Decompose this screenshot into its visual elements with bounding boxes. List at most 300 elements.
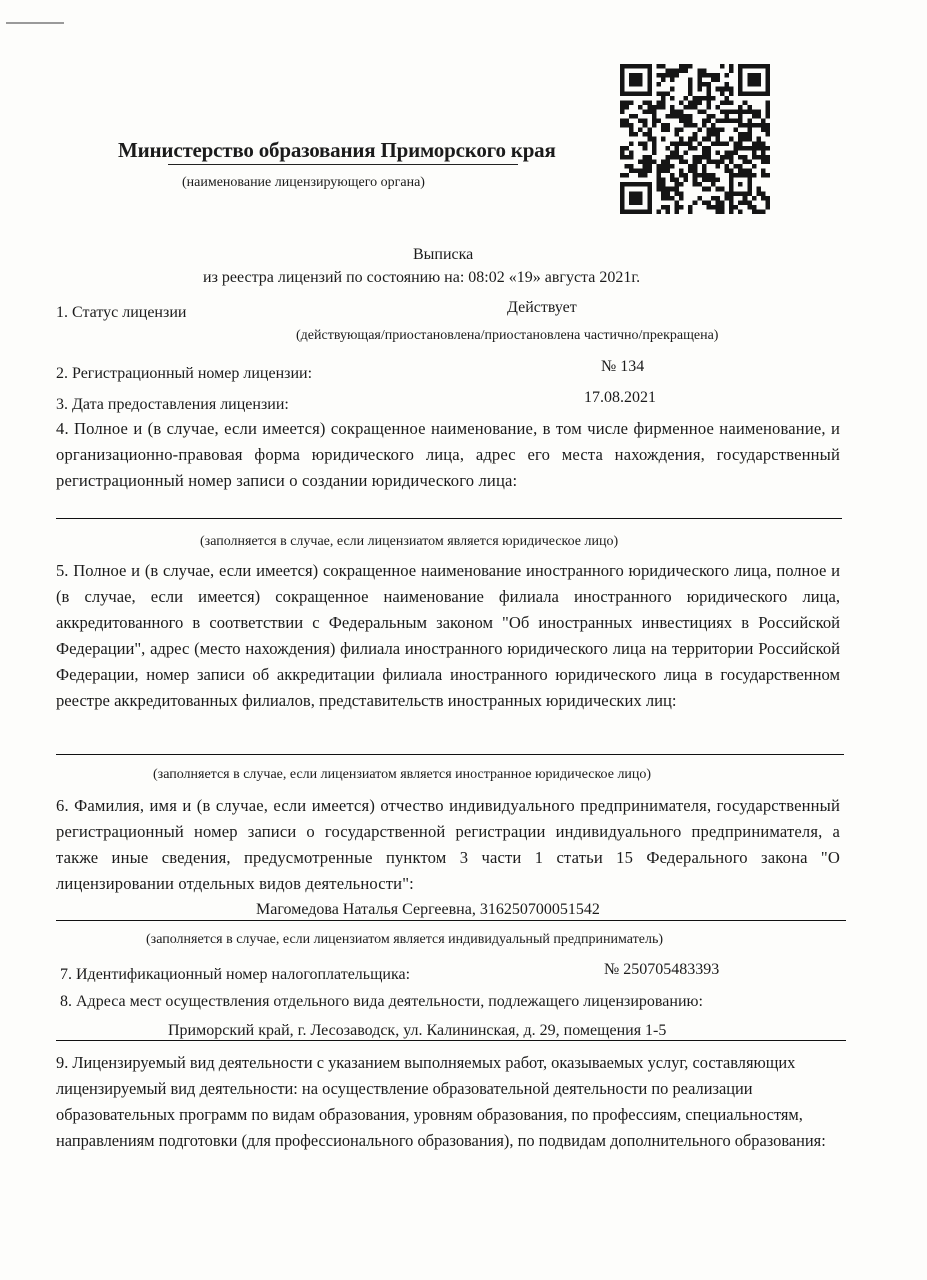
qr-module (765, 64, 770, 69)
qr-module (670, 69, 675, 74)
qr-module (693, 164, 698, 169)
qr-module (675, 128, 680, 133)
qr-module (679, 191, 684, 196)
qr-module (752, 114, 757, 119)
ministry-caption: (наименование лицензирующего органа) (182, 175, 425, 190)
qr-module (734, 109, 739, 114)
qr-module (638, 105, 643, 110)
qr-module (756, 137, 761, 142)
qr-module (652, 146, 657, 151)
qr-module (702, 137, 707, 142)
qr-module (720, 209, 725, 214)
qr-module (688, 164, 693, 169)
inn-label: 7. Идентификационный номер налогоплательщика: (60, 966, 411, 983)
qr-module (620, 105, 625, 110)
ministry-name: Министерство образования Приморского края (118, 138, 556, 162)
qr-module (665, 69, 670, 74)
qr-module (679, 114, 684, 119)
qr-module (647, 132, 652, 137)
qr-module (661, 191, 666, 196)
qr-module (634, 132, 639, 137)
qr-module (752, 109, 757, 114)
qr-module (620, 173, 625, 178)
qr-module (656, 187, 661, 192)
qr-module (638, 128, 643, 133)
qr-module (620, 209, 625, 214)
qr-module (738, 82, 743, 87)
qr-module (747, 119, 752, 124)
qr-module (765, 73, 770, 78)
qr-module (752, 146, 757, 151)
qr-module (634, 191, 639, 196)
qr-module (634, 73, 639, 78)
qr-module (652, 141, 657, 146)
qr-module (647, 187, 652, 192)
qr-module (647, 137, 652, 142)
qr-module (684, 64, 689, 69)
qr-module (738, 64, 743, 69)
qr-module (688, 91, 693, 96)
qr-module (765, 82, 770, 87)
qr-module (670, 105, 675, 110)
qr-module (725, 114, 730, 119)
qr-module (679, 173, 684, 178)
qr-module (684, 123, 689, 128)
qr-module (702, 123, 707, 128)
qr-module (720, 100, 725, 105)
qr-module (643, 132, 648, 137)
qr-module (620, 69, 625, 74)
qr-module (656, 91, 661, 96)
qr-module (725, 82, 730, 87)
qr-module (747, 173, 752, 178)
qr-module (629, 200, 634, 205)
qr-module (693, 169, 698, 174)
qr-module (720, 187, 725, 192)
qr-module (734, 205, 739, 210)
qr-module (729, 100, 734, 105)
reg-number-label: 2. Регистрационный номер лицензии: (56, 365, 313, 382)
qr-module (638, 191, 643, 196)
qr-module (629, 191, 634, 196)
qr-module (643, 209, 648, 214)
qr-module (638, 64, 643, 69)
qr-module (661, 182, 666, 187)
qr-module (706, 82, 711, 87)
qr-module (747, 82, 752, 87)
qr-module (734, 173, 739, 178)
qr-module (743, 159, 748, 164)
qr-module (706, 114, 711, 119)
qr-module (665, 91, 670, 96)
qr-module (697, 109, 702, 114)
qr-module (647, 109, 652, 114)
qr-module (656, 178, 661, 183)
qr-module (634, 78, 639, 83)
qr-module (620, 78, 625, 83)
qr-module (729, 173, 734, 178)
qr-module (625, 64, 630, 69)
qr-module (711, 205, 716, 210)
qr-module (738, 73, 743, 78)
qr-module (670, 155, 675, 160)
qr-module (715, 87, 720, 92)
section-6-caption: (заполняется в случае, если лицензиатом является индивидуальный предприниматель) (146, 932, 663, 947)
qr-module (665, 123, 670, 128)
qr-module (638, 169, 643, 174)
qr-module (679, 119, 684, 124)
qr-module (643, 91, 648, 96)
qr-module (656, 182, 661, 187)
qr-module (684, 96, 689, 101)
qr-module (738, 169, 743, 174)
qr-module (652, 150, 657, 155)
qr-module (688, 87, 693, 92)
qr-module (652, 123, 657, 128)
qr-module (738, 119, 743, 124)
qr-module (629, 128, 634, 133)
section-4-text: 4. Полное и (в случае, если имеется) сокращенное наименование, в том числе фирменное наименование, и организационно-правовая форма юридического лица, адрес его места нахождения, государственный регистрационный номер записи о создании юридического лица: (56, 419, 840, 490)
qr-module (738, 91, 743, 96)
qr-module (679, 109, 684, 114)
qr-module (752, 164, 757, 169)
qr-module (629, 169, 634, 174)
qr-module (729, 191, 734, 196)
qr-module (706, 119, 711, 124)
qr-module (725, 169, 730, 174)
qr-module (661, 196, 666, 201)
section-6-text: 6. Фамилия, имя и (в случае, если имеется) отчество индивидуального предпринимателя, государственный регистрационный номер записи о государственной регистрации индивидуального предпринимателя, а также иные сведения, предусмотренные пунктом 3 части 1 статьи 15 Федерального закона "О лицензировании отдельных видов деятельности": (56, 796, 840, 893)
qr-module (706, 146, 711, 151)
qr-module (729, 169, 734, 174)
qr-module (693, 146, 698, 151)
qr-module (647, 73, 652, 78)
qr-module (738, 132, 743, 137)
qr-module (684, 150, 689, 155)
qr-module (670, 141, 675, 146)
qr-module (743, 146, 748, 151)
qr-module (738, 137, 743, 142)
qr-module (638, 119, 643, 124)
qr-module (752, 209, 757, 214)
qr-module (697, 182, 702, 187)
qr-module (729, 64, 734, 69)
qr-module (647, 100, 652, 105)
qr-module (684, 159, 689, 164)
qr-module (647, 155, 652, 160)
qr-module (693, 137, 698, 142)
qr-module (661, 123, 666, 128)
qr-module (761, 128, 766, 133)
qr-module (629, 155, 634, 160)
qr-module (702, 173, 707, 178)
qr-module (706, 73, 711, 78)
qr-module (647, 82, 652, 87)
qr-module (697, 69, 702, 74)
qr-module (747, 128, 752, 133)
qr-module (634, 209, 639, 214)
qr-module (620, 109, 625, 114)
qr-module (743, 100, 748, 105)
qr-module (652, 105, 657, 110)
qr-module (679, 196, 684, 201)
qr-module (720, 159, 725, 164)
qr-module (620, 187, 625, 192)
qr-module (734, 141, 739, 146)
qr-module (715, 132, 720, 137)
qr-module (720, 91, 725, 96)
qr-module (647, 64, 652, 69)
qr-module (665, 128, 670, 133)
qr-module (702, 82, 707, 87)
qr-module (625, 100, 630, 105)
qr-module (679, 169, 684, 174)
qr-module (643, 169, 648, 174)
qr-module (638, 173, 643, 178)
qr-module (688, 64, 693, 69)
qr-module (734, 128, 739, 133)
qr-module (620, 100, 625, 105)
qr-module (697, 78, 702, 83)
qr-module (747, 146, 752, 151)
qr-module (702, 178, 707, 183)
qr-module (729, 187, 734, 192)
qr-module (684, 69, 689, 74)
qr-module (688, 146, 693, 151)
qr-module (647, 164, 652, 169)
qr-module (715, 150, 720, 155)
qr-module (761, 123, 766, 128)
qr-module (729, 150, 734, 155)
qr-module (675, 205, 680, 210)
qr-module (620, 200, 625, 205)
qr-module (702, 187, 707, 192)
qr-module (620, 196, 625, 201)
qr-module (629, 91, 634, 96)
qr-module (738, 141, 743, 146)
qr-module (738, 155, 743, 160)
qr-module (752, 196, 757, 201)
qr-module (656, 209, 661, 214)
qr-module (620, 155, 625, 160)
qr-module (620, 119, 625, 124)
qr-module (715, 196, 720, 201)
qr-module (670, 178, 675, 183)
qr-module (706, 132, 711, 137)
qr-module (629, 196, 634, 201)
qr-module (756, 82, 761, 87)
qr-module (720, 128, 725, 133)
qr-module (747, 64, 752, 69)
qr-module (738, 109, 743, 114)
qr-module (720, 109, 725, 114)
qr-module (761, 155, 766, 160)
qr-module (729, 178, 734, 183)
status-label: 1. Статус лицензии (56, 304, 187, 321)
qr-module (620, 82, 625, 87)
qr-module (725, 191, 730, 196)
qr-module (684, 105, 689, 110)
qr-module (729, 200, 734, 205)
qr-module (652, 109, 657, 114)
qr-module (693, 200, 698, 205)
qr-module (729, 69, 734, 74)
qr-module (738, 78, 743, 83)
qr-module (670, 78, 675, 83)
qr-module (715, 137, 720, 142)
qr-module (747, 182, 752, 187)
qr-module (693, 173, 698, 178)
qr-module (697, 73, 702, 78)
qr-module (743, 155, 748, 160)
qr-module (715, 78, 720, 83)
section-8-rule (56, 1040, 846, 1041)
qr-module (743, 132, 748, 137)
qr-module (702, 119, 707, 124)
qr-module (688, 78, 693, 83)
qr-module (756, 114, 761, 119)
doc-title: Выписка (413, 246, 474, 263)
qr-module (765, 109, 770, 114)
qr-module (747, 123, 752, 128)
qr-module (638, 200, 643, 205)
qr-module (647, 128, 652, 133)
qr-module (697, 96, 702, 101)
qr-module (661, 169, 666, 174)
qr-module (656, 64, 661, 69)
reg-number-value: № 134 (601, 358, 645, 375)
qr-module (697, 82, 702, 87)
qr-module (665, 169, 670, 174)
qr-module (738, 105, 743, 110)
qr-module (647, 159, 652, 164)
qr-module (625, 182, 630, 187)
qr-module (725, 196, 730, 201)
section-6-value: Магомедова Наталья Сергеевна, 316250700051542 (256, 901, 600, 918)
qr-module (693, 132, 698, 137)
qr-module (761, 146, 766, 151)
qr-module (729, 137, 734, 142)
qr-module (661, 137, 666, 142)
qr-module (738, 146, 743, 151)
qr-module (656, 105, 661, 110)
qr-module (647, 205, 652, 210)
qr-module (634, 200, 639, 205)
qr-module (620, 182, 625, 187)
qr-module (720, 200, 725, 205)
qr-module (761, 209, 766, 214)
qr-module (747, 91, 752, 96)
qr-module (752, 78, 757, 83)
qr-module (665, 73, 670, 78)
qr-module (629, 78, 634, 83)
qr-module (738, 191, 743, 196)
qr-module (720, 141, 725, 146)
qr-module (629, 182, 634, 187)
qr-module (661, 73, 666, 78)
qr-module (688, 119, 693, 124)
qr-module (643, 123, 648, 128)
status-caption: (действующая/приостановлена/приостановлена частично/прекращена) (296, 328, 719, 343)
qr-module (634, 82, 639, 87)
qr-module (647, 209, 652, 214)
qr-module (647, 191, 652, 196)
qr-module (756, 155, 761, 160)
qr-module (679, 182, 684, 187)
qr-module (647, 78, 652, 83)
qr-module (702, 164, 707, 169)
qr-module (665, 187, 670, 192)
qr-module (702, 96, 707, 101)
qr-module (620, 123, 625, 128)
section-5-rule (56, 754, 844, 755)
qr-module (729, 91, 734, 96)
qr-module (765, 128, 770, 133)
qr-module (747, 137, 752, 142)
section-5-caption: (заполняется в случае, если лицензиатом является иностранное юридическое лицо) (153, 767, 652, 782)
qr-module (702, 146, 707, 151)
address-value: Приморский край, г. Лесозаводск, ул. Калининская, д. 29, помещения 1-5 (168, 1022, 667, 1039)
qr-module (693, 100, 698, 105)
qr-module (675, 73, 680, 78)
qr-module (625, 209, 630, 214)
qr-module (629, 82, 634, 87)
qr-module (711, 128, 716, 133)
qr-module (643, 100, 648, 105)
qr-module (765, 69, 770, 74)
address-label: 8. Адреса мест осуществления отдельного вида деятельности, подлежащего лицензированию: (60, 993, 703, 1010)
qr-module (643, 155, 648, 160)
qr-module (625, 119, 630, 124)
qr-module (756, 123, 761, 128)
qr-module (752, 150, 757, 155)
qr-module (643, 182, 648, 187)
qr-module (738, 69, 743, 74)
qr-module (670, 73, 675, 78)
qr-module (729, 159, 734, 164)
qr-module (738, 209, 743, 214)
qr-module (638, 82, 643, 87)
qr-module (638, 196, 643, 201)
section-9-text: 9. Лицензируемый вид деятельности с указанием выполняемых работ, оказываемых услуг, составляющих лицензируемый вид деятельности: на осуществление образовательной деятельности по реализации образовательных программ по видам образования, уровням образования, по профессиям, специальностям, направлениям подготовки (для профессионального образования), по подвидам дополнительного образования: (56, 1053, 826, 1150)
qr-module (765, 155, 770, 160)
qr-module (661, 78, 666, 83)
qr-module (706, 137, 711, 142)
qr-module (706, 105, 711, 110)
qr-module (675, 109, 680, 114)
qr-module (747, 78, 752, 83)
qr-module (765, 205, 770, 210)
qr-module (765, 87, 770, 92)
qr-module (715, 141, 720, 146)
qr-module (765, 146, 770, 151)
qr-module (756, 209, 761, 214)
qr-module (679, 100, 684, 105)
qr-module (679, 69, 684, 74)
qr-module (706, 173, 711, 178)
qr-module (743, 137, 748, 142)
qr-module (761, 169, 766, 174)
qr-module (756, 73, 761, 78)
qr-module (715, 128, 720, 133)
qr-module (675, 155, 680, 160)
qr-module (625, 105, 630, 110)
qr-module (679, 159, 684, 164)
qr-module (697, 159, 702, 164)
qr-module (738, 200, 743, 205)
qr-module (747, 205, 752, 210)
qr-module (706, 159, 711, 164)
